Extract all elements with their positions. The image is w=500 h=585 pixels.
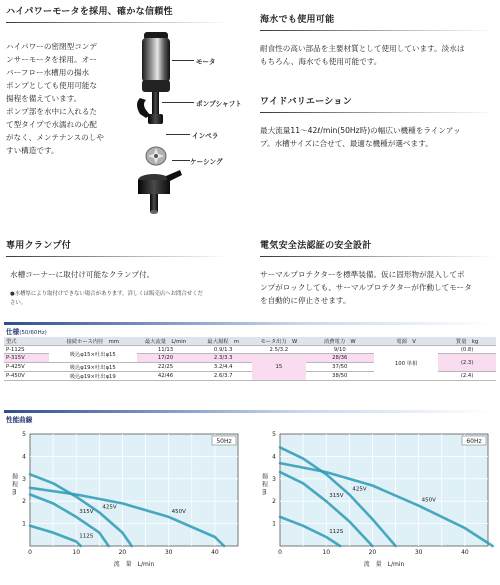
- note-line: ●水槽厚により取付けできない場合があります。詳しくは販売店へお問合せくだ: [10, 291, 203, 297]
- table-header: 最大揚程 m: [194, 337, 252, 346]
- safety-text: [260, 268, 498, 307]
- section-rule: [6, 256, 231, 257]
- chart-50hz-svg: [0, 422, 250, 581]
- text-line: プ。水槽サイズに合せて、最適な機種が選べます。: [260, 139, 433, 148]
- x-tick-label: 0: [278, 549, 282, 556]
- cell-motor: 2.5/3.2: [252, 346, 305, 354]
- curves-band: [4, 410, 496, 413]
- series-label: 112S: [329, 529, 344, 536]
- note-line: さい。: [10, 299, 27, 306]
- cell-head: 0.9/1.3: [194, 346, 252, 354]
- casing-shape: [138, 170, 182, 214]
- series-label: 425V: [352, 486, 367, 493]
- x-tick-label: 0: [28, 549, 32, 556]
- section-title-variation: ワイドバリエーション: [260, 97, 353, 107]
- text-line: もちろん、海水でも使用可能です。: [260, 57, 382, 66]
- series-label: 450V: [171, 508, 186, 515]
- cell-power: 9/10: [306, 346, 374, 354]
- part-label-motor: モータ: [196, 58, 216, 66]
- section-rule: [6, 22, 231, 23]
- table-header: 最大流量 L/min: [137, 337, 195, 346]
- cell-mass: (0.8): [438, 346, 496, 354]
- cell-model: P-112S: [4, 346, 49, 354]
- series-label: 112S: [79, 533, 94, 540]
- section-title-safety: 電気安全法認証の安全設計: [260, 241, 372, 251]
- x-axis-label: 流 量 L/min: [113, 561, 155, 568]
- cell-flow: 11/13: [137, 346, 195, 354]
- cell-power: 38/50: [306, 371, 374, 380]
- table-header: 接続ホース内径 mm: [49, 337, 137, 346]
- cell-motor: 15: [252, 354, 305, 380]
- x-tick-label: 40: [461, 549, 469, 556]
- y-tick-label: 4: [272, 453, 276, 461]
- part-label-impeller: インペラ: [192, 132, 219, 140]
- chart-50hz: [0, 422, 250, 581]
- table-header-row: [4, 337, 496, 346]
- cell-flow: 17/20: [137, 354, 195, 362]
- clamp-text: [10, 268, 235, 281]
- label-leader: [162, 102, 194, 103]
- text-line: バーフロー水槽用の揚水: [6, 68, 90, 77]
- y-tick-label: 3: [272, 475, 276, 483]
- cell-model: P-450V: [4, 371, 49, 380]
- cell-hose: 吸込φ19×吐出φ15: [49, 362, 137, 371]
- table-header: 消費電力 W: [306, 337, 374, 346]
- label-leader: [166, 134, 190, 135]
- x-tick-label: 10: [72, 549, 81, 556]
- series-label: 315V: [79, 508, 94, 515]
- chart-title: 50Hz: [216, 438, 232, 445]
- text-line: 耐食性の高い部品を主要材質として使用しています。淡水は: [260, 44, 465, 53]
- cell-head: 2.6/3.7: [194, 371, 252, 380]
- impeller-shape: [146, 147, 166, 165]
- y-tick-label: 2: [272, 498, 276, 506]
- cell-hose: 吸込φ15×吐出φ15: [49, 346, 137, 363]
- x-tick-label: 30: [164, 549, 173, 556]
- shaft-shape: [137, 92, 163, 124]
- seawater-text: [260, 42, 498, 68]
- y-tick-label: 2: [22, 498, 26, 506]
- variation-text: [260, 124, 498, 150]
- text-line: ハイパワーの密閉型コンデ: [6, 42, 97, 51]
- text-line: ンサーモータを採用。オー: [6, 55, 97, 64]
- cell-head: 3.2/4.4: [194, 362, 252, 371]
- x-tick-label: 40: [211, 549, 219, 556]
- table-header: 電源 V: [374, 337, 438, 346]
- cell-flow: 22/25: [137, 362, 195, 371]
- text-line: 最大流量11～42ℓ/min(50Hz時)の幅広い機種をラインアッ: [260, 126, 461, 135]
- y-tick-label: 5: [272, 431, 276, 438]
- table-header: 型式: [4, 337, 49, 346]
- text-line: ンプがロックしても、サーマルプロテクターが作動してモータ: [260, 283, 472, 292]
- series-label: 425V: [102, 504, 117, 511]
- cell-voltage: 100 単相: [374, 346, 438, 381]
- x-axis-label: 流 量 L/min: [363, 561, 405, 568]
- cell-flow: 42/46: [137, 371, 195, 380]
- spec-title-sub: (50/60Hz): [19, 330, 47, 336]
- section-rule: [260, 30, 496, 31]
- text-line: 揚程を備えています。: [6, 94, 82, 103]
- table-row: [4, 346, 496, 354]
- x-tick-label: 30: [414, 549, 423, 556]
- cell-hose: 吸込φ19×吐出φ19: [49, 371, 137, 380]
- section-rule: [260, 112, 496, 113]
- part-label-casing: ケーシング: [190, 158, 223, 166]
- part-label-shaft: ポンプシャフト: [196, 100, 242, 108]
- high-power-text: [6, 40, 118, 157]
- text-line: て型タイプで水濡れの心配: [6, 120, 97, 129]
- table-header: 質量 kg: [438, 337, 496, 346]
- spec-title-main: 仕様: [6, 328, 20, 336]
- motor-shape: [142, 32, 170, 92]
- cell-mass: (2.3): [438, 354, 496, 371]
- spec-table: [4, 337, 496, 381]
- series-label: 315V: [329, 493, 344, 500]
- cell-model: P-315V: [4, 354, 49, 362]
- chart-title: 60Hz: [466, 438, 482, 445]
- y-tick-label: 1: [22, 520, 26, 528]
- section-title-clamp: 専用クランプ付: [6, 241, 72, 251]
- curves-title: 性能曲線: [6, 416, 33, 424]
- pump-illustration: [118, 28, 192, 224]
- x-tick-label: 20: [368, 549, 377, 556]
- y-axis-label: 揚 程 m: [10, 473, 18, 495]
- y-tick-label: 1: [272, 520, 276, 528]
- section-rule: [260, 256, 496, 257]
- y-tick-label: 3: [22, 475, 26, 483]
- label-leader: [172, 60, 194, 61]
- y-axis-label: 揚 程 m: [260, 473, 268, 495]
- spec-title: [6, 326, 47, 336]
- table-header: モータ出力 W: [252, 337, 305, 346]
- section-title-high-power: ハイパワーモータを採用、確かな信頼性: [6, 7, 173, 17]
- y-tick-label: 4: [22, 453, 26, 461]
- plot-area: [30, 434, 238, 546]
- chart-60hz: [250, 422, 500, 581]
- text-line: ポンプとしても使用可能な: [6, 81, 98, 90]
- x-tick-label: 20: [118, 549, 127, 556]
- cell-mass: (2.4): [438, 371, 496, 380]
- cell-model: P-425V: [4, 362, 49, 371]
- text-line: すい構造です。: [6, 146, 59, 155]
- y-tick-label: 5: [22, 431, 26, 438]
- series-label: 450V: [421, 497, 436, 504]
- chart-60hz-svg: [250, 422, 500, 581]
- spec-band: [4, 322, 496, 325]
- label-leader: [172, 160, 190, 161]
- clamp-note: [10, 290, 240, 307]
- cell-head: 2.3/3.3: [194, 354, 252, 362]
- cell-power: 28/36: [306, 354, 374, 362]
- x-tick-label: 10: [322, 549, 331, 556]
- text-line: サーマルプロテクターを標準装備。仮に固形物が混入してポ: [260, 270, 465, 279]
- text-line: 水槽コーナーに取付け可能なクランプ付。: [10, 270, 155, 279]
- text-line: ポンプ部を水中に入れるた: [6, 107, 98, 116]
- cell-power: 37/50: [306, 362, 374, 371]
- text-line: を自動的に停止させます。: [260, 296, 351, 305]
- section-title-seawater: 海水でも使用可能: [260, 15, 335, 25]
- text-line: がなく、メンテナンスのしや: [6, 133, 104, 142]
